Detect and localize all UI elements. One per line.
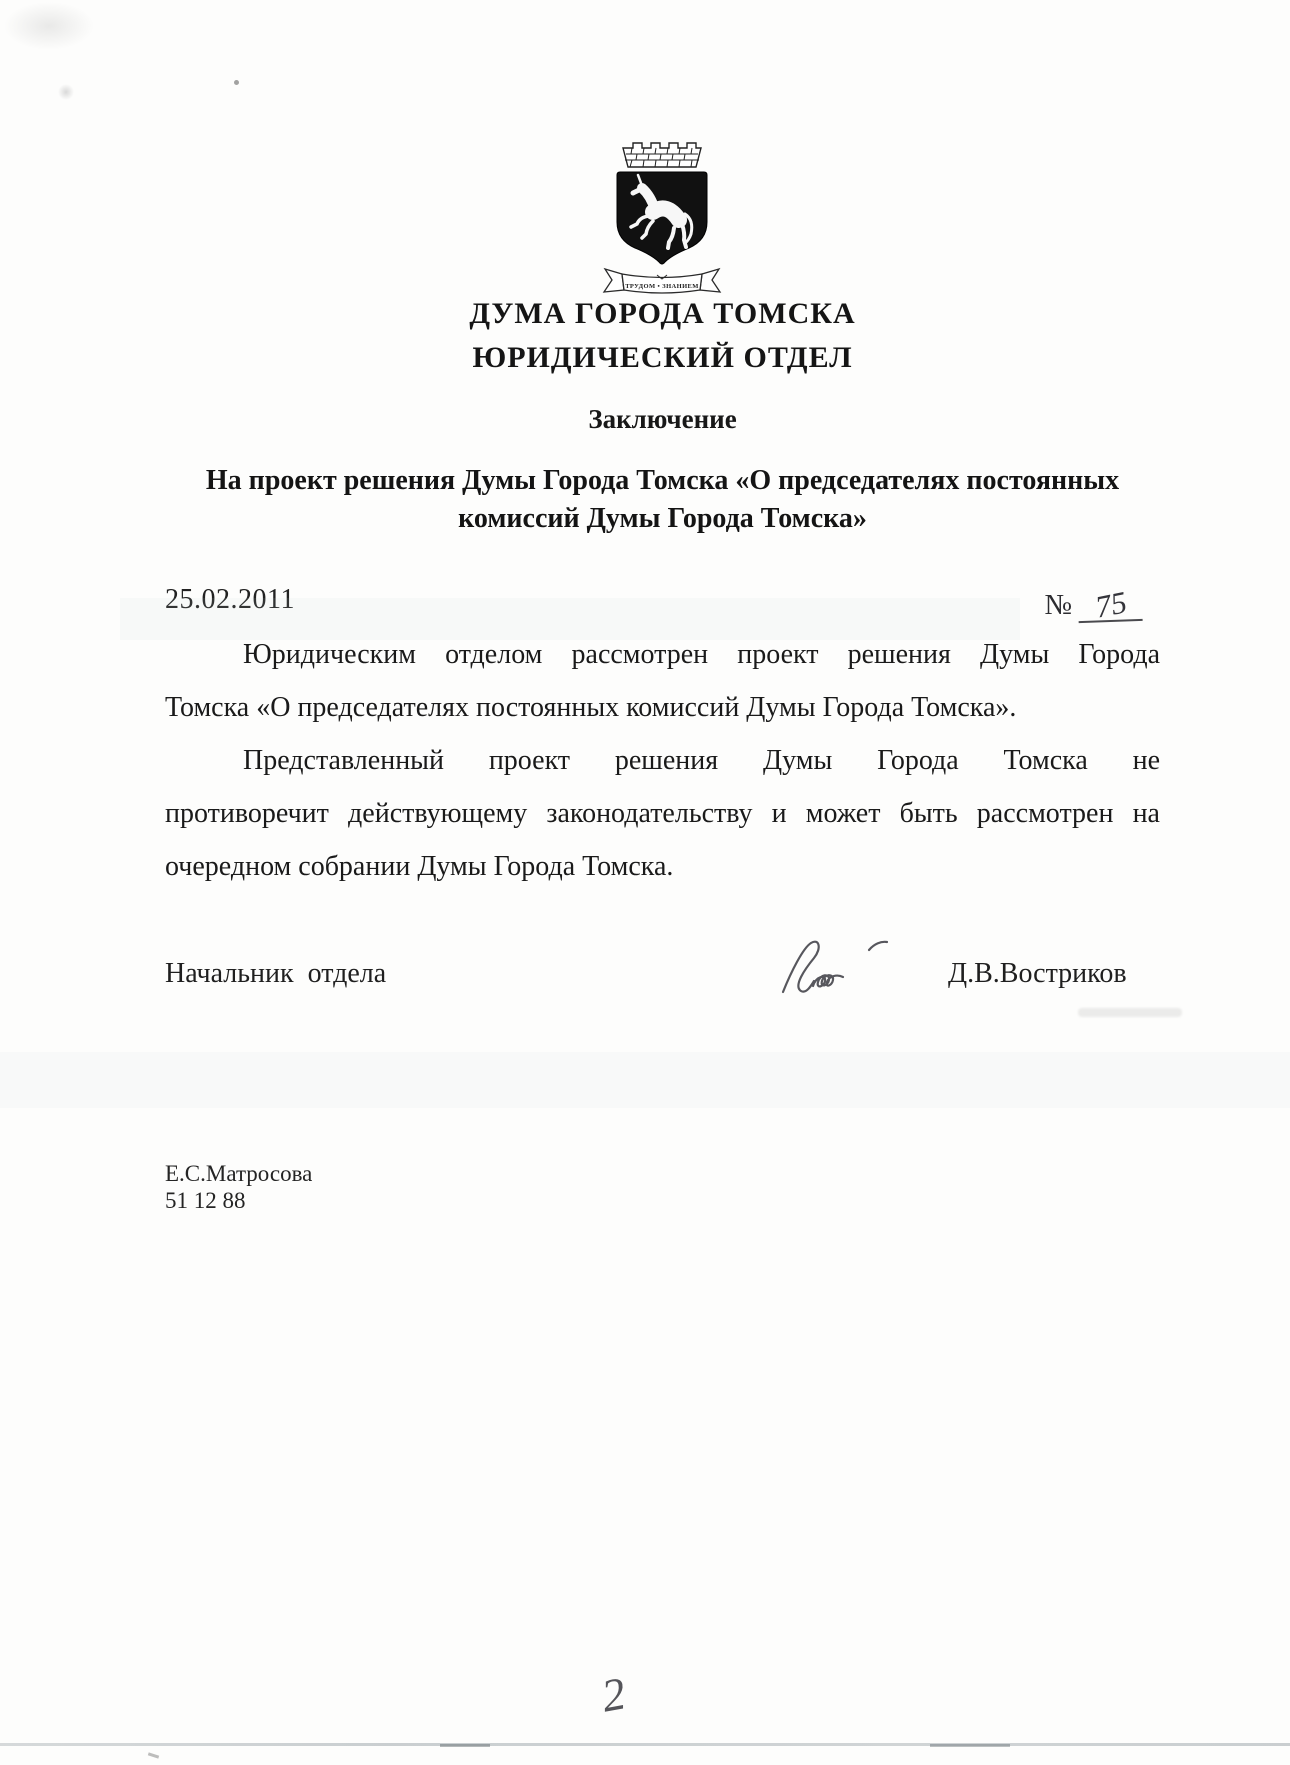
handwritten-page-number: 2 bbox=[597, 1667, 630, 1722]
paragraph-line: противоречит действующему законодательству и может быть рассмотрен на bbox=[165, 798, 1160, 829]
motto-text: ТРУДОМ • ЗНАНИЕМ bbox=[625, 283, 699, 290]
position-title: Начальник отдела bbox=[165, 958, 387, 989]
paragraph-line: Томска «О председателях постоянных комиссий Думы Города Томска». bbox=[165, 692, 1017, 723]
number-underline bbox=[1077, 583, 1142, 623]
motto-ribbon bbox=[604, 269, 720, 293]
body-paragraph bbox=[165, 628, 1160, 734]
organization-name: ДУМА ГОРОДА ТОМСКА bbox=[469, 297, 856, 330]
department-name: ЮРИДИЧЕСКИЙ ОТДЕЛ bbox=[472, 341, 853, 374]
bottom-scan-dash bbox=[440, 1744, 490, 1747]
shield-icon bbox=[617, 172, 707, 264]
document-type-heading: Заключение bbox=[588, 404, 737, 434]
bottom-scan-line bbox=[0, 1743, 1290, 1746]
bottom-scan-dash bbox=[930, 1744, 1010, 1747]
meta-row bbox=[165, 584, 1160, 628]
subject-line-1: На проект решения Думы Города Томска «О председателях постоянных bbox=[205, 465, 1120, 496]
scan-speck bbox=[58, 84, 74, 100]
executor-phone: 51 12 88 bbox=[165, 1188, 246, 1213]
scan-band bbox=[0, 1052, 1290, 1108]
number-label: № bbox=[1044, 589, 1072, 621]
scan-dot bbox=[234, 80, 239, 85]
scan-smudge bbox=[4, 2, 94, 50]
document-subject bbox=[165, 462, 1160, 538]
executor-name: Е.С.Матросова bbox=[165, 1161, 313, 1186]
signature-row bbox=[165, 930, 1160, 1010]
signer-name: Д.В.Востриков bbox=[948, 958, 1127, 989]
paragraph-line: Юридическим отделом рассмотрен проект решения Думы Города bbox=[243, 639, 1160, 670]
paragraph-line: очередном собрании Думы Города Томска. bbox=[165, 851, 674, 882]
document-date: 25.02.2011 bbox=[165, 584, 295, 615]
handwritten-number: 75 bbox=[1091, 584, 1129, 625]
executor-block bbox=[165, 1160, 312, 1214]
body-paragraph bbox=[165, 734, 1160, 893]
mural-crown-icon bbox=[623, 143, 701, 167]
subject-line-2: комиссий Думы Города Томска» bbox=[458, 503, 867, 534]
document-body bbox=[165, 628, 1160, 893]
tomsk-coat-of-arms bbox=[597, 140, 727, 302]
document-number bbox=[1044, 584, 1142, 625]
paragraph-line: Представленный проект решения Думы Города Томска не bbox=[243, 745, 1160, 776]
signature-scribble-icon bbox=[777, 936, 917, 998]
bottom-scan-mark bbox=[148, 1752, 159, 1758]
